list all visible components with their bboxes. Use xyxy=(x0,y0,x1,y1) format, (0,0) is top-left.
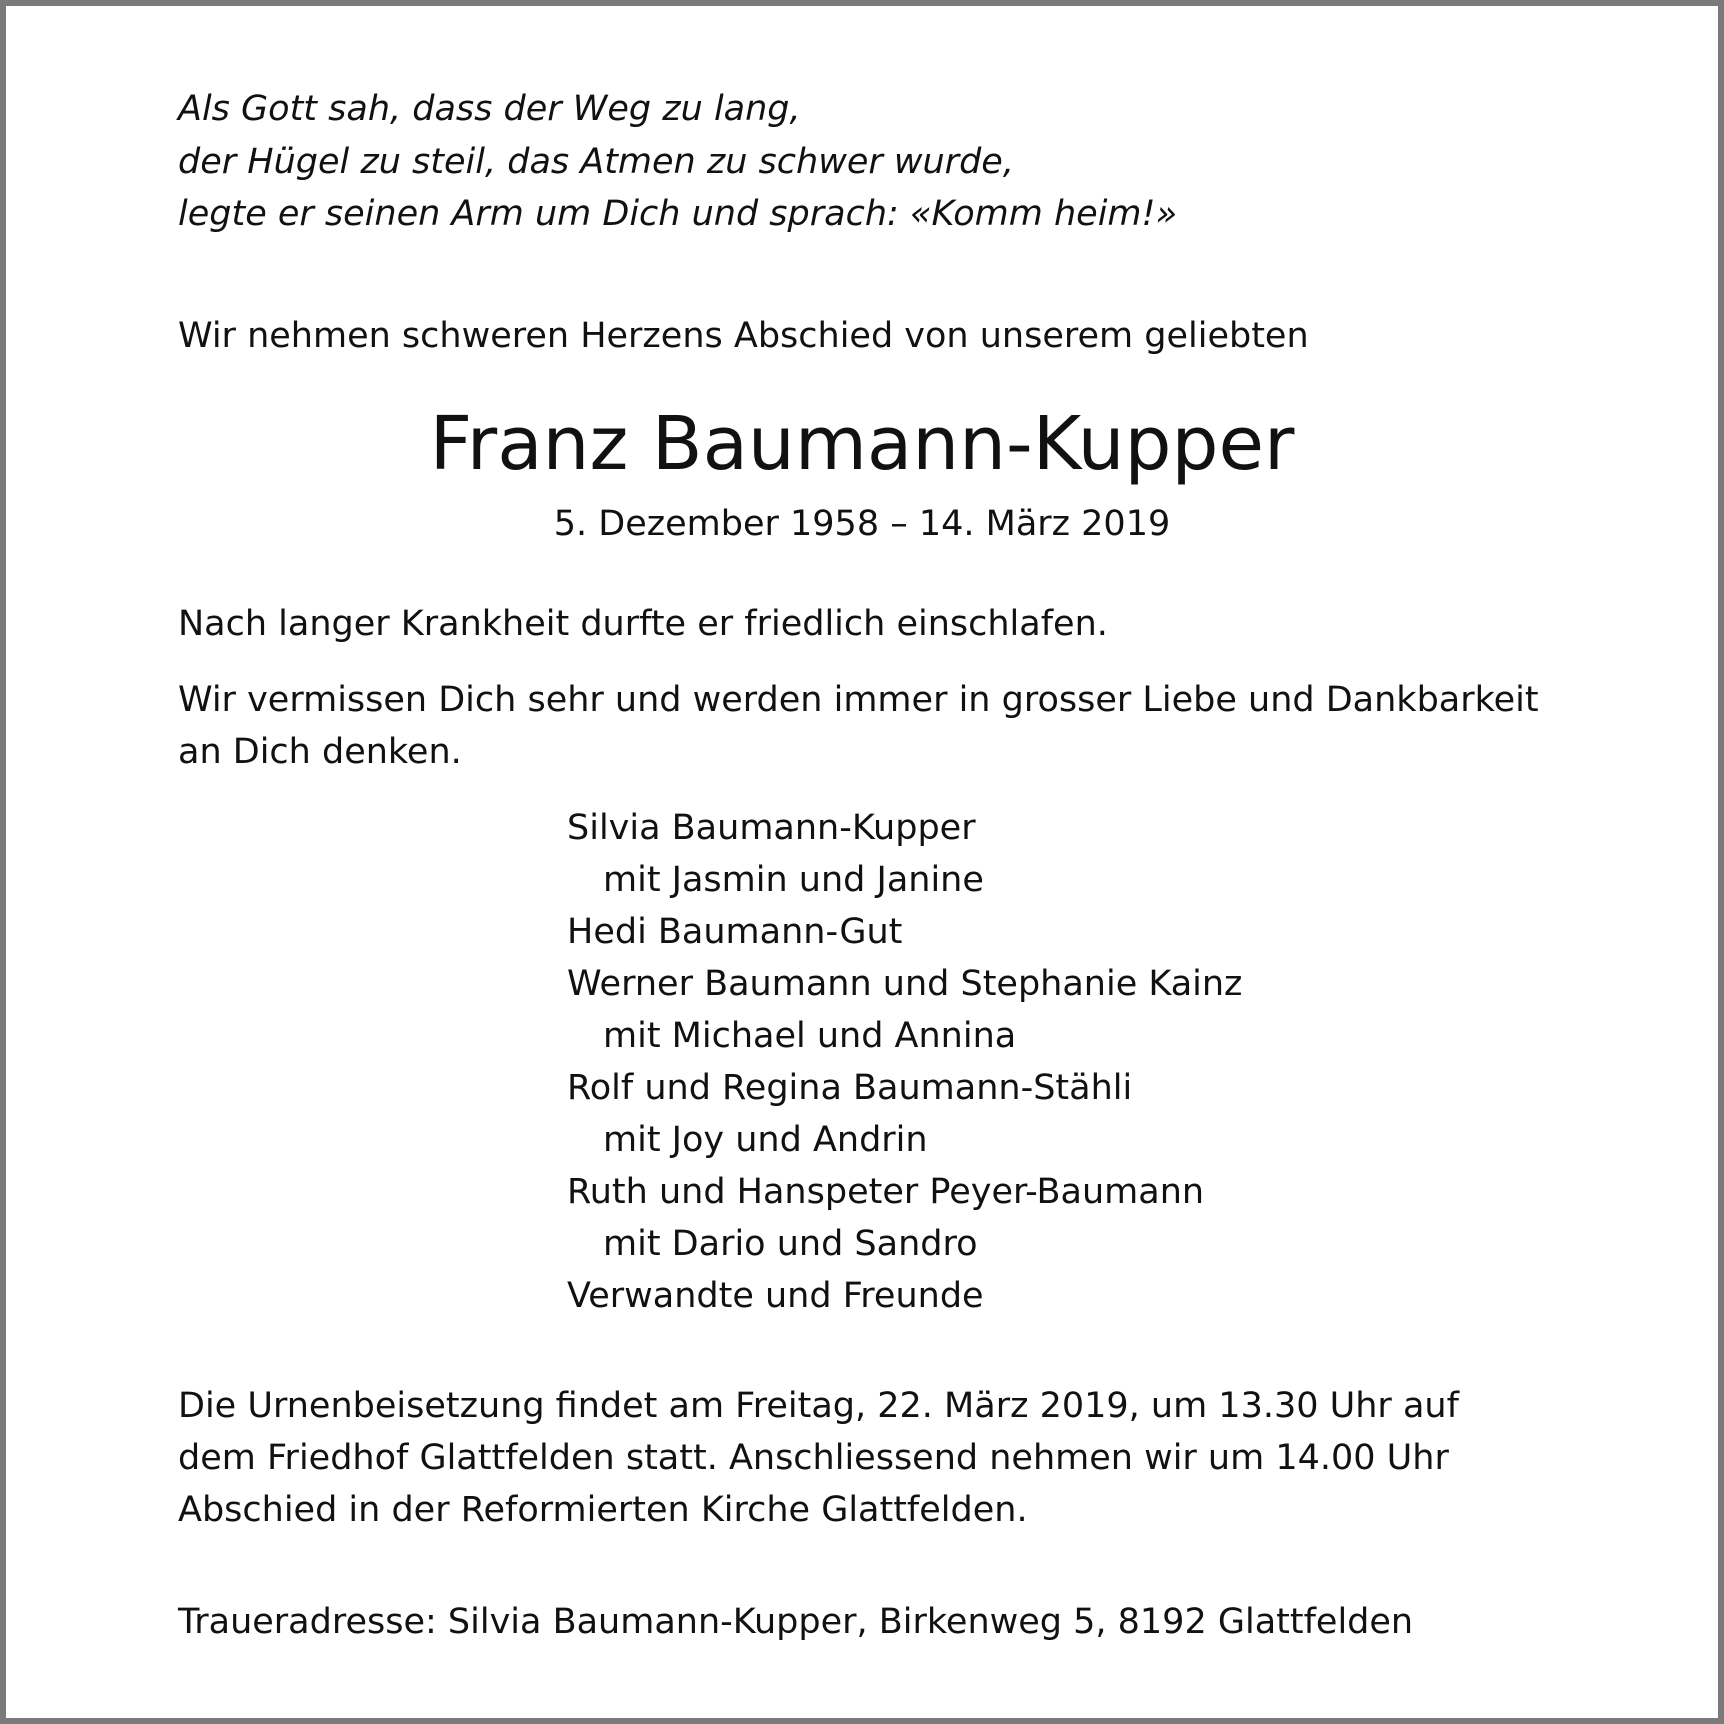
mourner-line: mit Joy und Andrin xyxy=(603,1120,928,1160)
mourner-line: mit Dario und Sandro xyxy=(603,1224,978,1264)
mourner-line: Rolf und Regina Baumann-Stähli xyxy=(567,1068,1133,1108)
mourner-line: Silvia Baumann-Kupper xyxy=(567,808,976,848)
mourner-line: mit Michael und Annina xyxy=(603,1016,1017,1056)
verse-line-1: Als Gott sah, dass der Weg zu lang, xyxy=(178,89,801,129)
message-line-1: Nach langer Krankheit durfte er friedlich einschlafen. xyxy=(178,604,1108,644)
mourner-line: Verwandte und Freunde xyxy=(567,1276,984,1316)
ceremony-line-3: Abschied in der Reformierten Kirche Glattfelden. xyxy=(178,1490,1028,1530)
mourner-line: mit Jasmin und Janine xyxy=(603,860,984,900)
life-dates: 5. Dezember 1958 – 14. März 2019 xyxy=(553,504,1171,544)
intro-text: Wir nehmen schweren Herzens Abschied von unserem geliebten xyxy=(178,316,1309,356)
mourner-line: Ruth und Hanspeter Peyer-Baumann xyxy=(567,1172,1205,1212)
ceremony-line-2: dem Friedhof Glattfelden statt. Anschliessend nehmen wir um 14.00 Uhr xyxy=(178,1438,1449,1478)
ceremony-line-1: Die Urnenbeisetzung findet am Freitag, 22. März 2019, um 13.30 Uhr auf xyxy=(178,1386,1459,1426)
mourner-line: Hedi Baumann-Gut xyxy=(567,912,903,952)
verse-line-3: legte er seinen Arm um Dich und sprach: «Komm heim!» xyxy=(178,194,1178,234)
message-line-2: Wir vermissen Dich sehr und werden immer in grosser Liebe und Dankbarkeit xyxy=(178,680,1539,720)
mourning-address: Traueradresse: Silvia Baumann-Kupper, Birkenweg 5, 8192 Glattfelden xyxy=(178,1602,1414,1642)
verse-line-2: der Hügel zu steil, das Atmen zu schwer wurde, xyxy=(178,142,1014,182)
mourner-line: Werner Baumann und Stephanie Kainz xyxy=(567,964,1243,1004)
deceased-name: Franz Baumann-Kupper xyxy=(429,401,1295,487)
message-line-3: an Dich denken. xyxy=(178,732,462,772)
